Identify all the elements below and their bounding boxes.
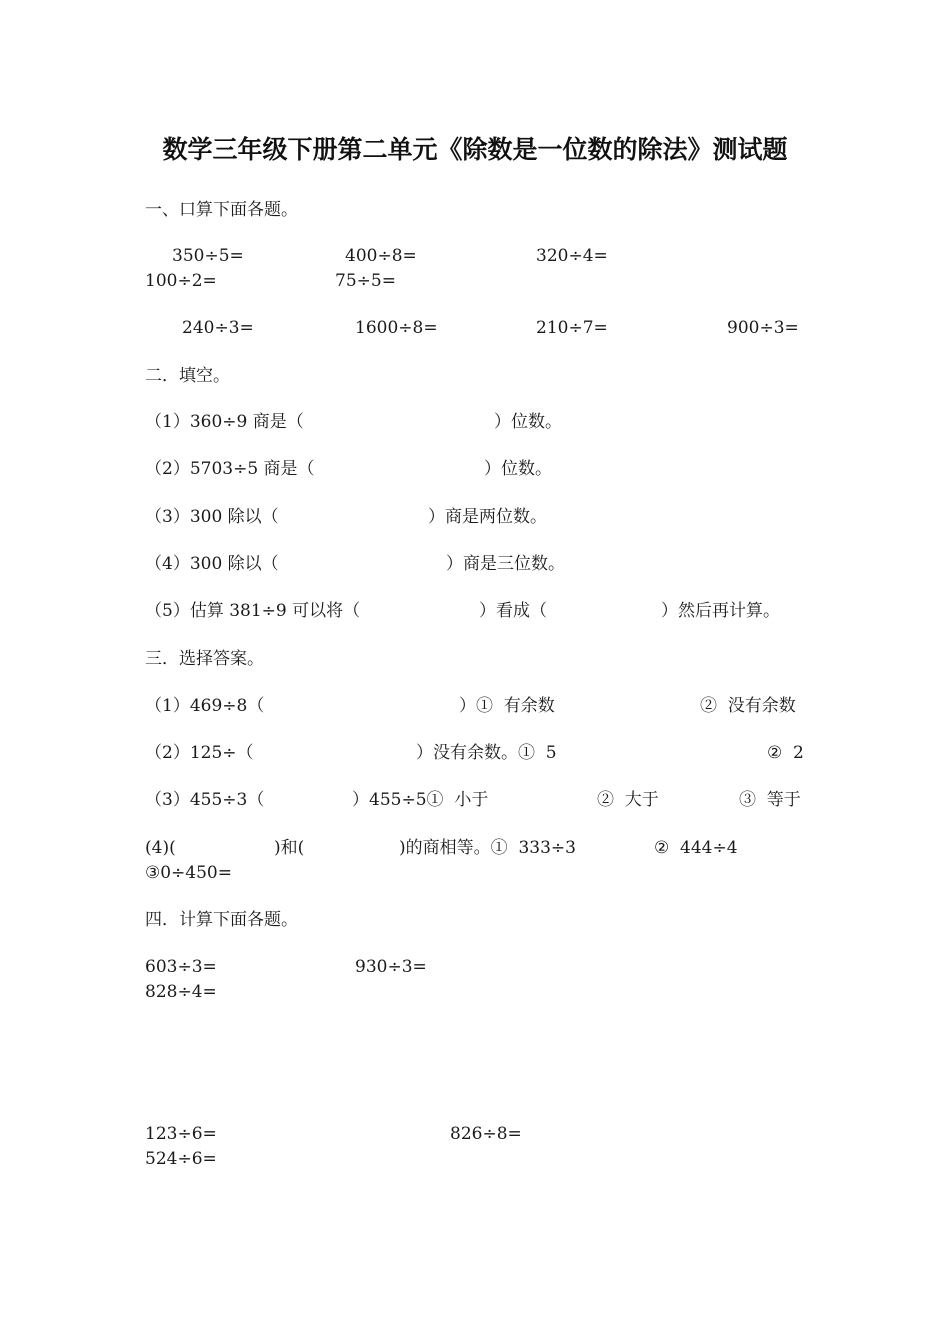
calc-item: 603÷3=: [145, 957, 217, 977]
oral-item: 100÷2=: [145, 271, 217, 291]
fill-question-text: （4）300 除以（: [145, 554, 279, 574]
choice-option: ）没有余数。① 5: [416, 743, 557, 763]
choice-question-text: （1）469÷8（: [145, 696, 265, 716]
fill-question-text: ）商是三位数。: [446, 554, 565, 574]
fill-question-text: （3）300 除以（: [145, 507, 279, 527]
fill-question-text: （5）估算 381÷9 可以将（: [145, 601, 361, 621]
choice-option: ② 没有余数: [700, 696, 796, 716]
choice-question-text: (4)(: [145, 838, 176, 858]
fill-question-text: ）然后再计算。: [661, 601, 780, 621]
calc-item: 826÷8=: [450, 1124, 522, 1144]
section-2-heading: 二．填空。: [145, 366, 230, 386]
oral-item: 240÷3=: [182, 318, 254, 338]
fill-question-text: ）位数。: [494, 412, 562, 432]
choice-option: ③ 等于: [739, 790, 801, 810]
oral-item: 900÷3=: [727, 318, 799, 338]
choice-option: )的商相等。① 333÷3: [399, 838, 576, 858]
choice-option: ② 444÷4: [654, 838, 738, 858]
calc-item: 828÷4=: [145, 982, 217, 1002]
fill-question-text: ）商是两位数。: [428, 507, 547, 527]
calc-item: 930÷3=: [355, 957, 427, 977]
page-title: 数学三年级下册第二单元《除数是一位数的除法》测试题: [162, 135, 788, 164]
section-3-heading: 三．选择答案。: [145, 649, 264, 669]
fill-question-text: ）看成（: [479, 601, 547, 621]
oral-item: 400÷8=: [345, 246, 417, 266]
choice-option: ）① 有余数: [459, 696, 555, 716]
choice-question-text: （2）125÷（: [145, 743, 254, 763]
fill-question-text: （2）5703÷5 商是（: [145, 459, 315, 479]
choice-option: ② 2: [767, 743, 804, 763]
oral-item: 75÷5=: [335, 271, 396, 291]
oral-item: 210÷7=: [536, 318, 608, 338]
calc-item: 123÷6=: [145, 1124, 217, 1144]
choice-option: ② 大于: [597, 790, 659, 810]
choice-option: ③0÷450=: [145, 863, 232, 883]
choice-option: ）455÷5① 小于: [352, 790, 489, 810]
choice-question-text: （3）455÷3（: [145, 790, 265, 810]
fill-question-text: （1）360÷9 商是（: [145, 412, 304, 432]
oral-item: 1600÷8=: [355, 318, 438, 338]
section-4-heading: 四．计算下面各题。: [145, 910, 298, 930]
oral-item: 350÷5=: [172, 246, 244, 266]
section-1-heading: 一、口算下面各题。: [145, 200, 298, 220]
fill-question-text: ）位数。: [484, 459, 552, 479]
oral-item: 320÷4=: [536, 246, 608, 266]
choice-question-text: )和(: [274, 838, 305, 858]
calc-item: 524÷6=: [145, 1149, 217, 1169]
